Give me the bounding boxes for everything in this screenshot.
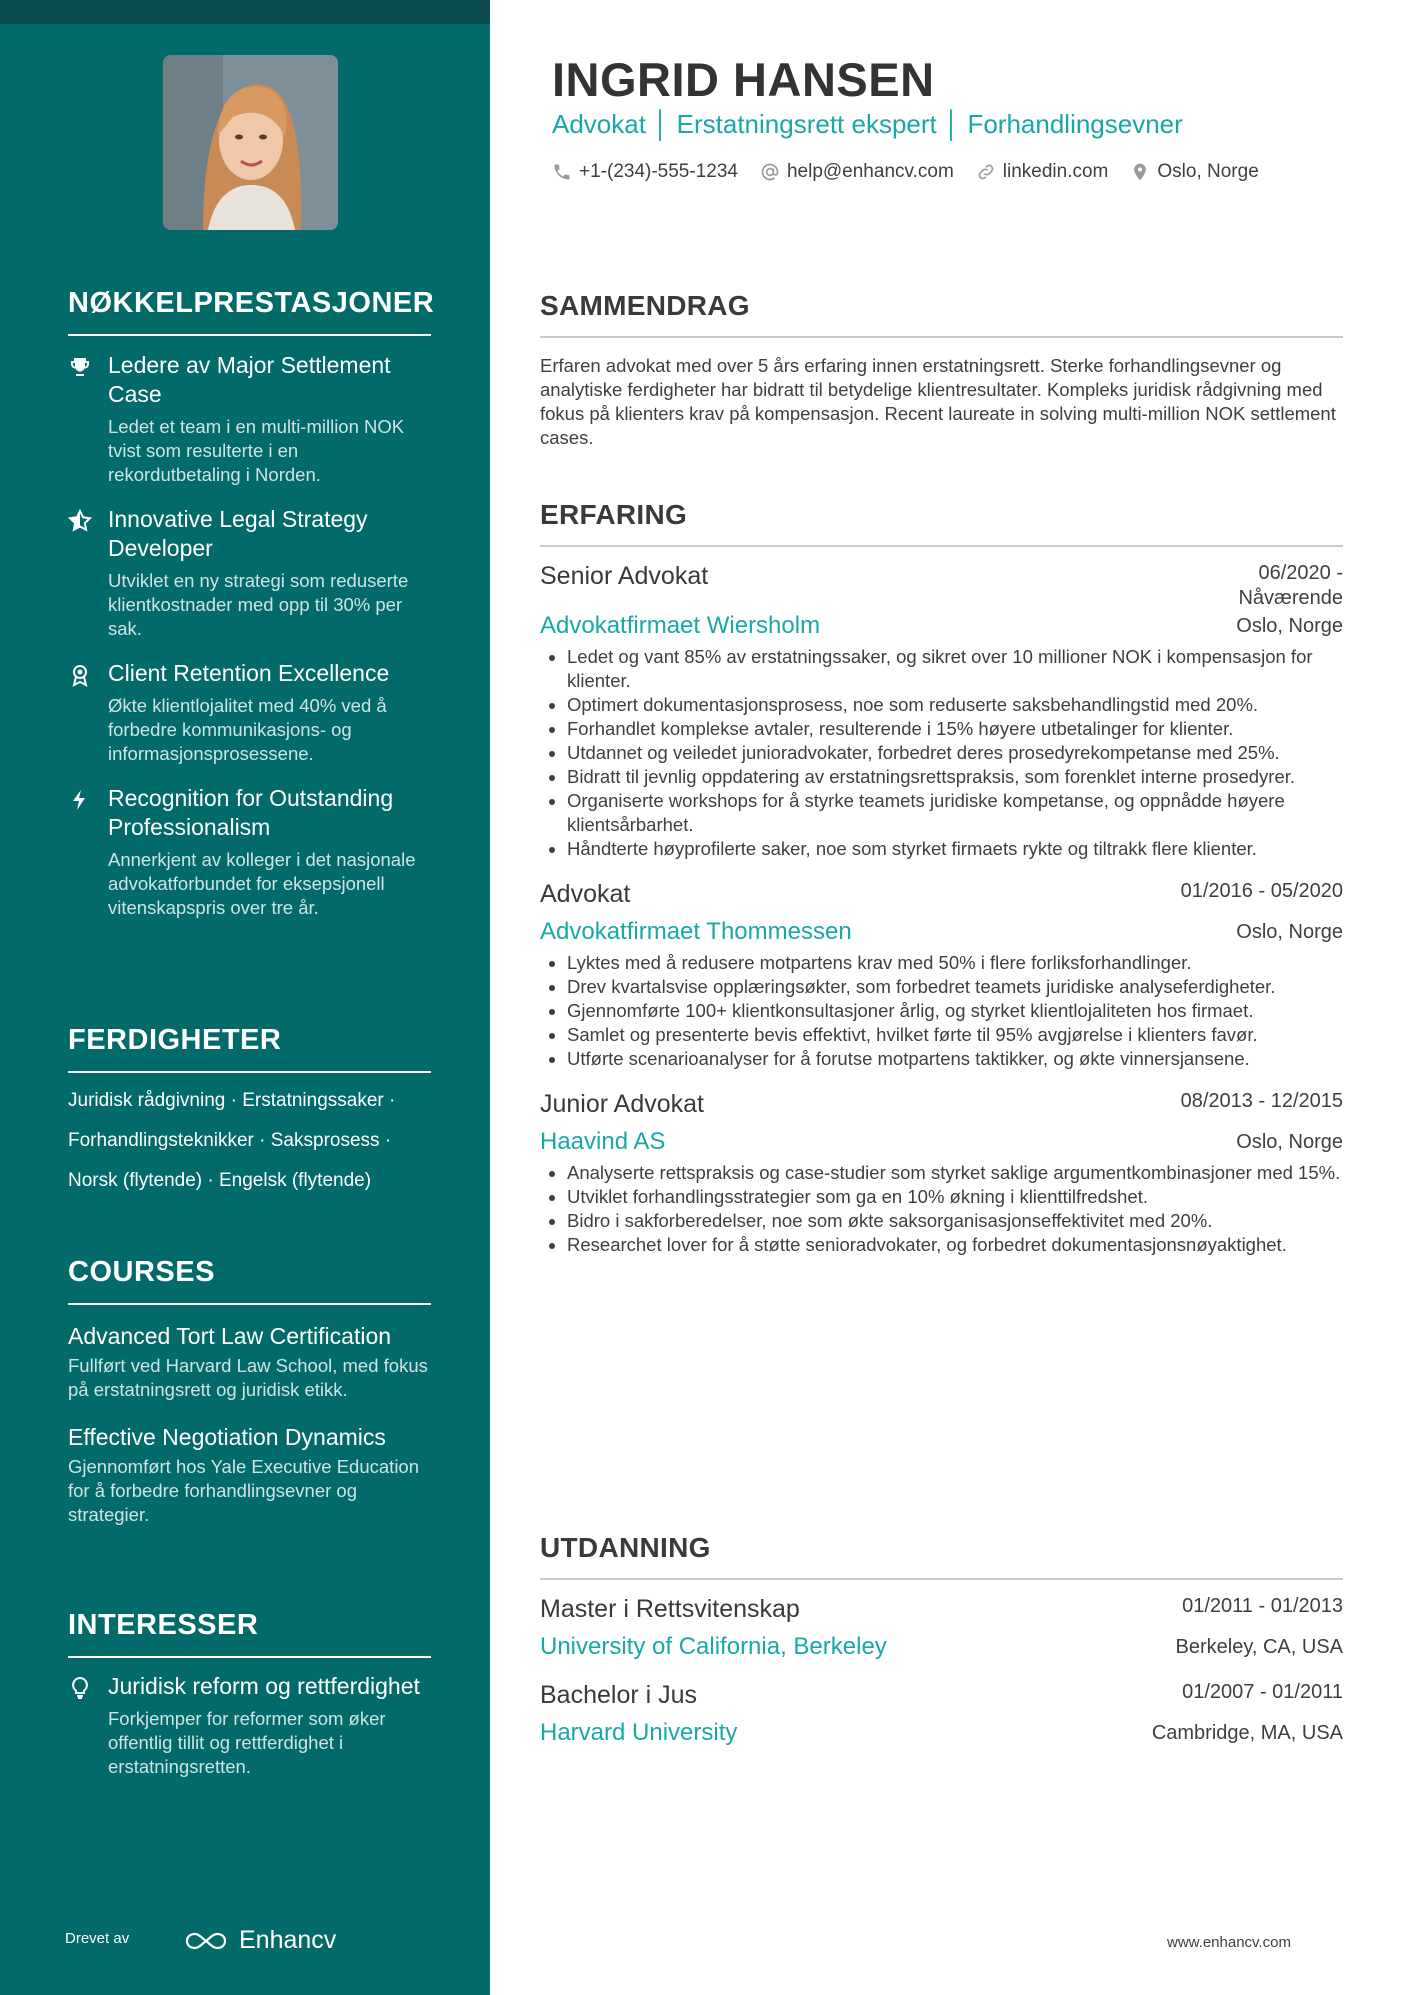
job-location: Oslo, Norge [1236,921,1343,943]
bullet-item: • Organiserte workshops for å styrke teamets juridiske kompetanse, og oppnådde høyere klientsårbarhet. [567,789,1343,837]
school-location: Berkeley, CA, USA [1175,1636,1343,1658]
job-location: Oslo, Norge [1236,1131,1343,1153]
degree-title: Master i Rettsvitenskap [540,1595,800,1623]
infinity-logo-icon [183,1929,229,1953]
link-icon [976,162,996,182]
education-dates: 01/2011 - 01/2013 [1182,1595,1343,1617]
contact-bar [552,161,1281,183]
job-bullets [540,1161,1343,1257]
bullet-item: • Gjennomførte 100+ klientkonsultasjoner årlig, og styrket klientlojaliteten hos firmaet. [567,999,1343,1023]
job-location: Oslo, Norge [1236,615,1343,637]
bullet-item: • Bidratt til jevnlig oppdatering av erstatningsrettspraksis, som forenklet interne prosedyrer. [567,765,1343,789]
summary-heading: SAMMENDRAG [540,290,1343,338]
candidate-name: INGRID HANSEN [552,53,935,106]
bullet-item: • Utdannet og veiledet junioradvokater, forbedret deres prosedyrekompetanse med 25%. [567,741,1343,765]
achievement-item [68,505,431,641]
bullet-item: • Ledet og vant 85% av erstatningssaker, og sikret over 10 millioner NOK i kompensasjon for klienter. [567,645,1343,693]
linkedin-text: linkedin.com [1002,161,1109,182]
award-icon [68,663,92,687]
bullet-item: • Lyktes med å redusere motpartens krav med 50% i flere forliksforhandlinger. [567,951,1343,975]
brand-name: Enhancv [239,1926,337,1954]
profile-photo [163,55,338,230]
education-section [540,1532,1343,1748]
skills-section [68,1024,431,1193]
interests-heading: INTERESSER [68,1609,431,1658]
achievement-description: Økte klientlojalitet med 40% ved å forbedre kommunikasjons- og informasjonsprosessene. [108,695,387,764]
courses-heading: COURSES [68,1256,431,1305]
interest-item [68,1672,431,1779]
lightning-icon [68,788,92,812]
lightbulb-icon [68,1676,92,1700]
education-heading: UTDANNING [540,1532,1343,1580]
achievement-title: Client Retention Excellence [108,660,390,686]
school-location: Cambridge, MA, USA [1151,1722,1343,1744]
candidate-headline: Advokat │ Erstatningsrett ekspert │ Forhandlingsevner [552,109,1183,139]
achievements-section [68,287,435,920]
achievement-item [68,659,431,766]
summary-section [540,290,1343,450]
summary-text: Erfaren advokat med over 5 års erfaring innen erstatningsrett. Sterke forhandlingsevner og analytiske ferdigheter har bidratt til betydelige klientresultater. Kompleks juridisk rådgivning med fokus på klienters krav på kompensasjon. Recent laureate in solving multi-million NOK settlement cases. [540,355,1336,448]
course-title: Effective Negotiation Dynamics [68,1424,386,1450]
company-name: Advokatfirmaet Wiersholm [540,612,821,639]
bullet-item: • Utviklet forhandlingsstrategier som ga en 10% økning i klienttilfredshet. [567,1185,1343,1209]
trophy-icon [68,355,92,379]
education-entry [540,1594,1343,1662]
job-entry [540,561,1343,861]
achievement-description: Utviklet en ny strategi som reduserte klientkostnader med opp til 30% per sak. [108,570,409,639]
skills-line: Juridisk rådgivning · Erstatningssaker · [68,1090,396,1111]
contact-email[interactable] [760,161,954,183]
location-text: Oslo, Norge [1157,161,1259,182]
footer-website-link[interactable]: www.enhancv.com [1167,1934,1291,1951]
achievement-description: Annerkjent av kolleger i det nasjonale advokatforbundet for eksepsjonell vitenskapspris over tre år. [108,849,416,918]
course-item [68,1321,431,1402]
company-name: Haavind AS [540,1128,666,1155]
achievement-description: Ledet et team i en multi-million NOK tvist som resulterte i en rekordutbetaling i Norden. [108,416,405,485]
interest-title: Juridisk reform og rettferdighet [108,1673,420,1699]
bullet-item: • Samlet og presenterte bevis effektivt, hvilket førte til 95% avgjørelse i klienters favør. [567,1023,1343,1047]
achievement-title: Recognition for Outstanding Professionalism [108,785,394,840]
bullet-item: • Håndterte høyprofilerte saker, noe som styrket firmaets rykte og tiltrakk flere klienter. [567,837,1343,861]
achievement-title: Innovative Legal Strategy Developer [108,506,368,561]
experience-heading: ERFARING [540,499,1343,547]
job-dates: 01/2016 - 05/2020 [1180,880,1343,902]
skills-heading: FERDIGHETER [68,1024,431,1073]
bullet-item: • Optimert dokumentasjonsprosess, noe som reduserte saksbehandlingstid med 20%. [567,693,1343,717]
skills-line: Forhandlingsteknikker · Saksprosess · [68,1130,392,1151]
school-name: University of California, Berkeley [540,1633,887,1660]
courses-section [68,1256,431,1527]
sidebar-top-bar [0,0,490,24]
powered-by-label: Drevet av [65,1930,130,1947]
job-entry [540,1089,1343,1257]
school-name: Harvard University [540,1719,738,1746]
interest-description: Forkjemper for reformer som øker offentlig tillit og rettferdighet i erstatningsretten. [108,1708,386,1777]
company-name: Advokatfirmaet Thommessen [540,918,852,945]
bullet-item: • Researchet lover for å støtte senioradvokater, og forbedret dokumentasjonsnøyaktighet. [567,1233,1343,1257]
job-bullets [540,645,1343,861]
course-item [68,1422,431,1527]
interests-section [68,1609,431,1779]
job-title: Advokat [540,880,631,908]
degree-title: Bachelor i Jus [540,1681,698,1709]
job-bullets [540,951,1343,1071]
course-description: Gjennomført hos Yale Executive Education for å forbedre forhandlingsevner og strategier. [68,1456,420,1525]
phone-icon [552,162,572,182]
achievement-title: Ledere av Major Settlement Case [108,352,391,407]
achievement-item [68,351,431,487]
course-description: Fullført ved Harvard Law School, med fokus på erstatningsrett og juridisk etikk. [68,1355,428,1400]
education-entry [540,1680,1343,1748]
bullet-item: • Bidro i sakforberedelser, noe som økte saksorganisasjonseffektivitet med 20%. [567,1209,1343,1233]
location-pin-icon [1130,162,1150,182]
job-dates: 06/2020 - Nåværende [1238,562,1343,609]
bullet-item: • Utførte scenarioanalyser for å forutse motpartens taktikker, og økte vinnersjansene. [567,1047,1343,1071]
skills-line: Norsk (flytende) · Engelsk (flytende) [68,1170,372,1191]
job-title: Senior Advokat [540,562,709,590]
job-dates: 08/2013 - 12/2015 [1180,1090,1343,1112]
bullet-item: • Analyserte rettspraksis og case-studier som styrket saklige argumentkombinasjoner med 15%. [567,1161,1343,1185]
contact-linkedin[interactable] [976,161,1109,183]
education-dates: 01/2007 - 01/2011 [1182,1681,1343,1703]
star-icon [68,509,92,533]
bullet-item: • Drev kvartalsvise opplæringsøkter, som forbedret teamets juridiske analyseferdigheter. [567,975,1343,999]
enhancv-logo[interactable] [183,1926,336,1955]
email-text: help@enhancv.com [786,161,954,182]
contact-location [1130,161,1258,183]
job-title: Junior Advokat [540,1090,704,1118]
achievement-item [68,784,431,920]
contact-phone[interactable] [552,161,738,183]
bullet-item: • Forhandlet komplekse avtaler, resulterende i 15% høyere utbetalinger for klienter. [567,717,1343,741]
phone-text: +1-(234)-555-1234 [579,161,738,182]
job-entry [540,879,1343,1071]
at-icon [760,162,780,182]
experience-section [540,499,1343,1257]
sidebar [0,0,490,1995]
achievements-heading: NØKKELPRESTASJONER [68,287,431,336]
course-title: Advanced Tort Law Certification [68,1323,392,1349]
